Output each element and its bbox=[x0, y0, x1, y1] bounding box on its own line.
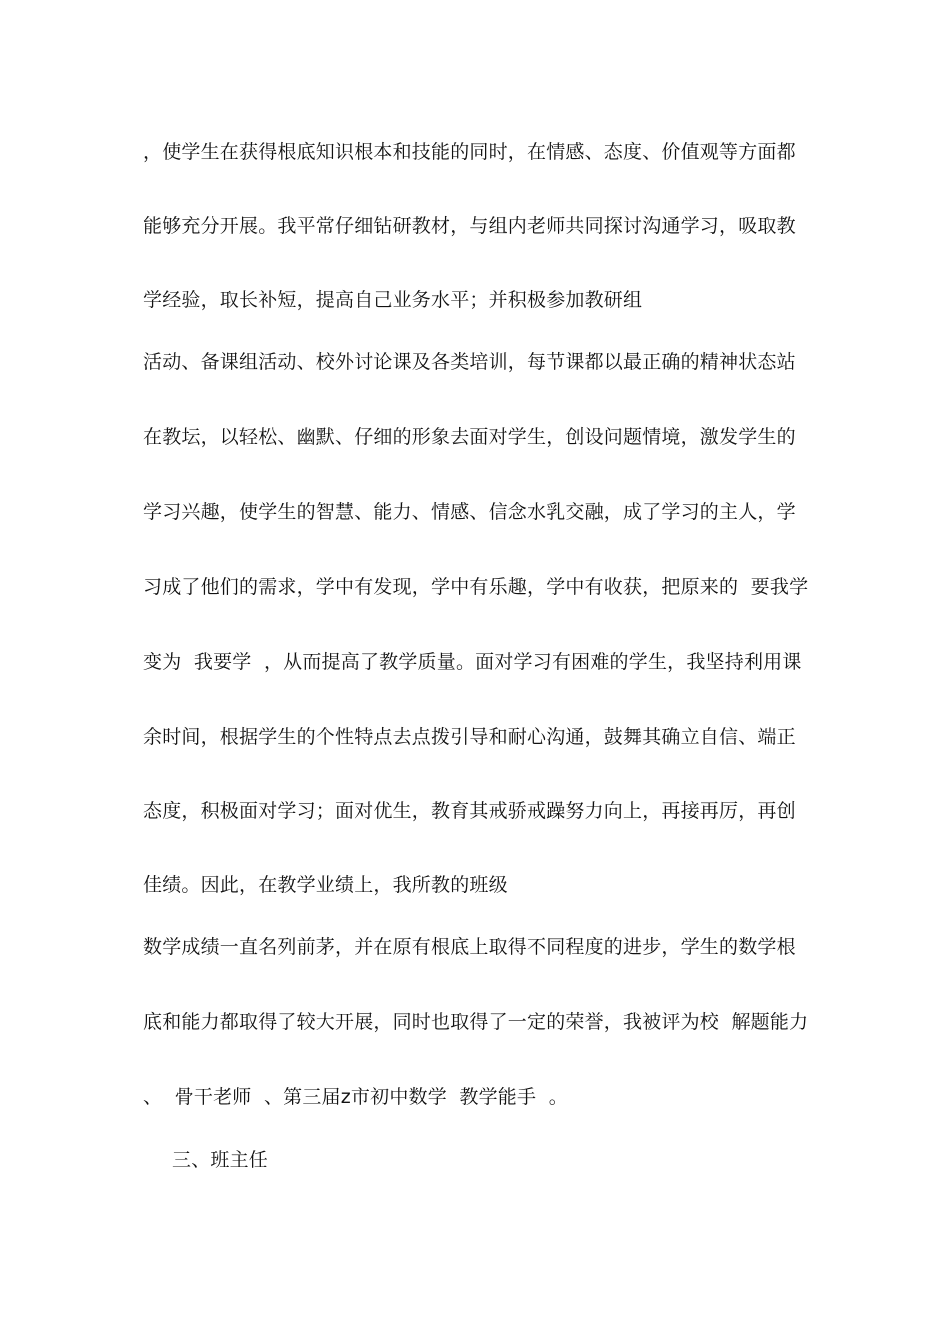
paragraph-line-11: 佳绩。因此，在教学业绩上，我所教的班级 bbox=[143, 874, 508, 896]
paragraph-line-1: ，使学生在获得根底知识根本和技能的同时，在情感、态度、价值观等方面都 bbox=[143, 141, 796, 163]
paragraph-line-5: 在教坛，以轻松、幽默、仔细的形象去面对学生，创设问题情境，激发学生的 bbox=[143, 426, 796, 448]
paragraph-line-2: 能够充分开展。我平常仔细钻研教材，与组内老师共同探讨沟通学习，吸取教 bbox=[143, 215, 796, 237]
paragraph-line-4: 活动、备课组活动、校外讨论课及各类培训，每节课都以最正确的精神状态站 bbox=[143, 351, 796, 373]
paragraph-line-12: 数学成绩一直名列前茅，并在原有根底上取得不同程度的进步，学生的数学根 bbox=[143, 936, 796, 958]
paragraph-line-14: 、 骨干老师 、第三届z市初中数学 教学能手 。 bbox=[143, 1086, 568, 1108]
paragraph-line-13: 底和能力都取得了较大开展，同时也取得了一定的荣誉，我被评为校 解题能力 bbox=[143, 1011, 809, 1033]
paragraph-line-7: 习成了他们的需求，学中有发现，学中有乐趣，学中有收获，把原来的 要我学 bbox=[143, 576, 809, 598]
paragraph-line-3: 学经验，取长补短，提高自己业务水平；并积极参加教研组 bbox=[143, 289, 643, 311]
paragraph-line-10: 态度，积极面对学习；面对优生，教育其戒骄戒躁努力向上，再接再厉，再创 bbox=[143, 800, 796, 822]
paragraph-line-9: 余时间，根据学生的个性特点去点拨引导和耐心沟通，鼓舞其确立自信、端正 bbox=[143, 726, 796, 748]
paragraph-line-8: 变为 我要学 ，从而提高了教学质量。面对学习有困难的学生，我坚持利用课 bbox=[143, 651, 802, 673]
section-heading: 三、班主任 bbox=[172, 1149, 269, 1171]
paragraph-line-6: 学习兴趣，使学生的智慧、能力、情感、信念水乳交融，成了学习的主人，学 bbox=[143, 501, 796, 523]
